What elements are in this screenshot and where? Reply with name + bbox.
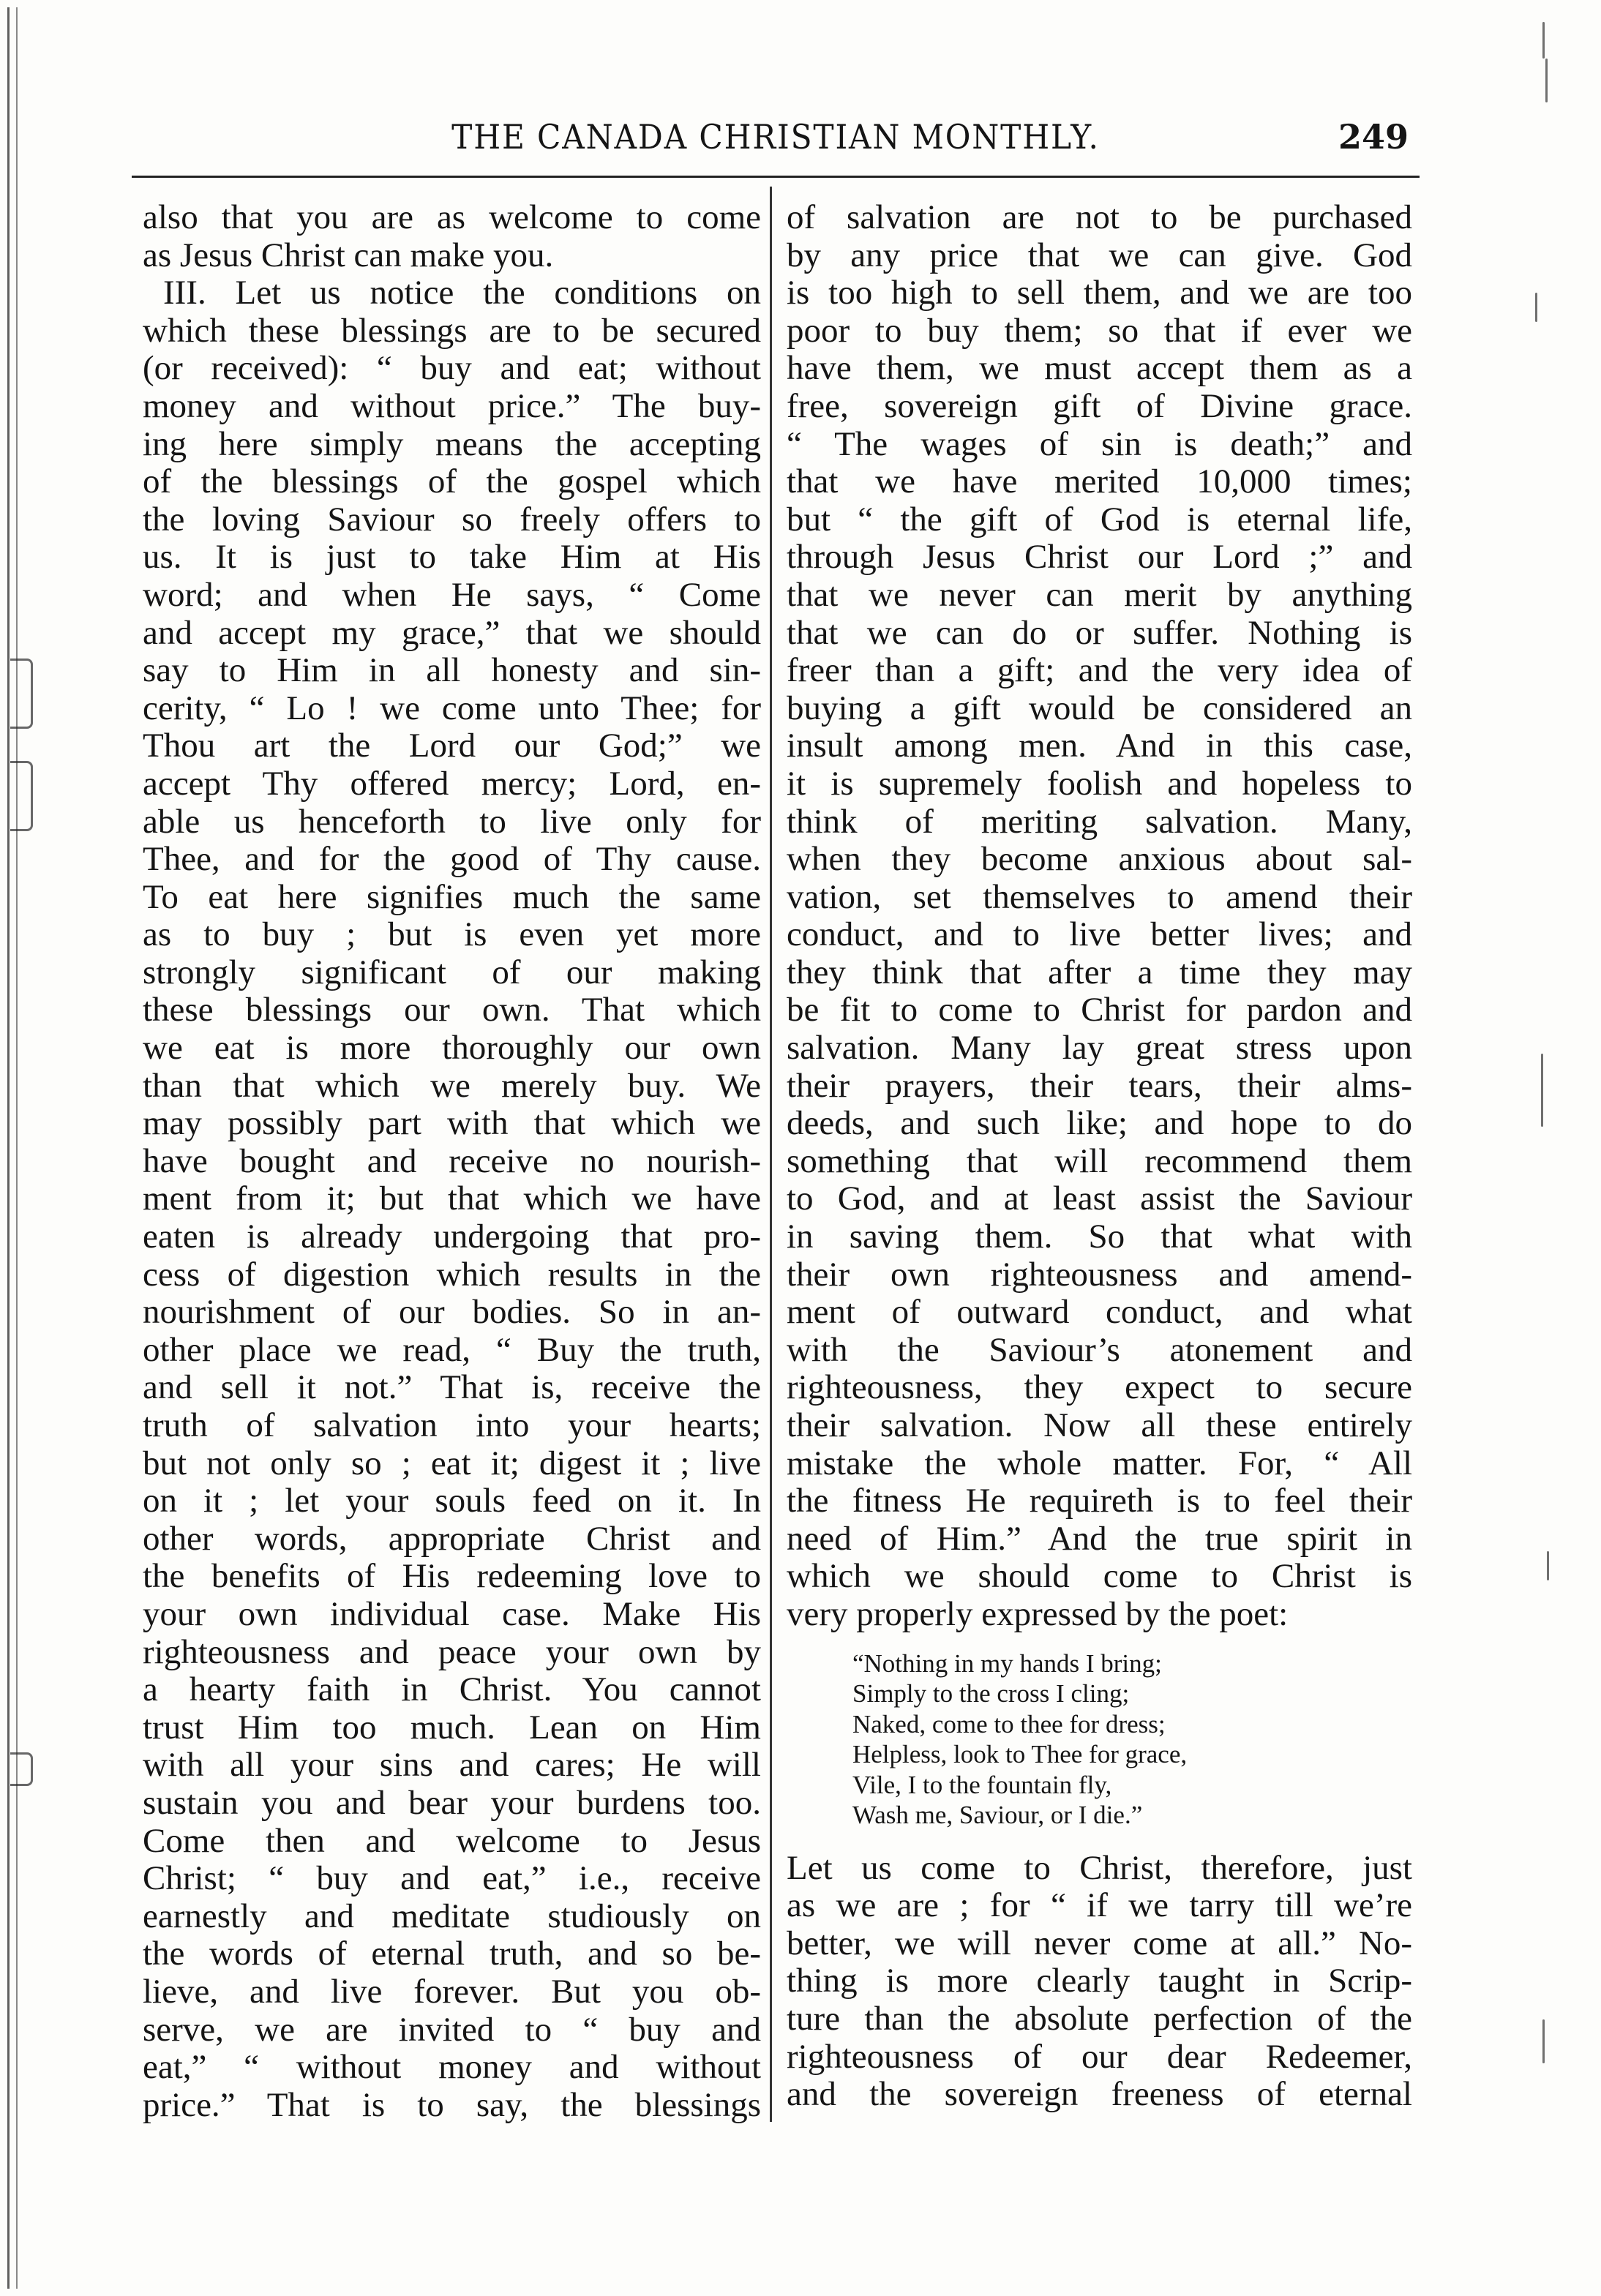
speck xyxy=(1535,293,1537,322)
text-line: when they become anxious about sal- xyxy=(787,840,1412,879)
text-line: as to buy ; but is even yet more xyxy=(143,915,761,954)
text-line: strongly significant of our making xyxy=(143,953,761,991)
text-line: have bought and receive no nourish- xyxy=(143,1141,761,1180)
text-line: able us henceforth to live only for xyxy=(143,802,761,841)
text-line: money and without price.” The buy- xyxy=(143,386,761,425)
text-line: as Jesus Christ can make you. xyxy=(143,236,554,274)
text-line: Christ; “ buy and eat,” i.e., receive xyxy=(143,1859,761,1898)
text-line: say to Him in all honesty and sin- xyxy=(143,651,761,690)
binding-line xyxy=(16,7,18,2289)
verse-line: Wash me, Saviour, or I die.” xyxy=(852,1801,1143,1830)
text-line: we eat is more thoroughly our own xyxy=(143,1029,761,1068)
text-line: but not only so ; eat it; digest it ; live xyxy=(143,1444,761,1482)
text-line: it is supremely foolish and hopeless to xyxy=(787,764,1412,803)
text-line: accept Thy offered mercy; Lord, en- xyxy=(143,764,761,803)
text-line: as we are ; for “ if we tarry till we’re xyxy=(787,1886,1412,1925)
page-number: 249 xyxy=(1338,117,1409,157)
text-line: to God, and at least assist the Saviour xyxy=(787,1179,1412,1218)
text-line: they think that after a time they may xyxy=(787,953,1412,991)
text-line: Let us come to Christ, therefore, just xyxy=(787,1848,1412,1887)
text-line: mistake the whole matter. For, “ All xyxy=(787,1444,1412,1482)
text-line: that we have merited 10,000 times; xyxy=(787,462,1412,501)
right-column-text-before-verse xyxy=(787,199,1412,1634)
speck xyxy=(1542,22,1545,59)
text-line: salvation. Many lay great stress upon xyxy=(787,1029,1412,1068)
text-line: may possibly part with that which we xyxy=(143,1104,761,1143)
text-line: ture than the absolute perfection of the xyxy=(787,1999,1412,2038)
text-line: than that which we merely buy. We xyxy=(143,1066,761,1105)
verse-line: Simply to the cross I cling; xyxy=(852,1679,1130,1708)
text-line: is too high to sell them, and we are too xyxy=(787,274,1412,312)
text-line: truth of salvation into your hearts; xyxy=(143,1406,761,1444)
text-line: a hearty faith in Christ. You cannot xyxy=(143,1670,761,1709)
text-line: better, we will never come at all.” No- xyxy=(787,1924,1412,1962)
text-line: with all your sins and cares; He will xyxy=(143,1746,761,1785)
text-line: in saving them. So that what with xyxy=(787,1218,1412,1256)
running-head: THE CANADA CHRISTIAN MONTHLY. xyxy=(451,117,1100,157)
page-header xyxy=(143,117,1409,168)
verse-line: Naked, come to thee for dress; xyxy=(852,1709,1166,1738)
text-line: To eat here signifies much the same xyxy=(143,877,761,916)
text-line: freer than a gift; and the very idea of xyxy=(787,651,1412,690)
binding-notch xyxy=(10,659,33,729)
text-line: of the blessings of the gospel which xyxy=(143,462,761,501)
text-line: your own individual case. Make His xyxy=(143,1594,761,1633)
text-line: need of Him.” And the true spirit in xyxy=(787,1519,1412,1558)
verse-line: “Nothing in my hands I bring; xyxy=(852,1648,1162,1678)
text-line: and accept my grace,” that we should xyxy=(143,613,761,652)
text-line: conduct, and to live better lives; and xyxy=(787,915,1412,954)
verse-line: Helpless, look to Thee for grace, xyxy=(852,1740,1188,1769)
text-line: their salvation. Now all these entirely xyxy=(787,1406,1412,1444)
binding-notch xyxy=(10,1752,33,1786)
text-line: vation, set themselves to amend their xyxy=(787,877,1412,916)
verse-line: Vile, I to the fountain fly, xyxy=(852,1770,1112,1799)
text-line: their own righteousness and amend- xyxy=(787,1255,1412,1294)
text-line: sustain you and bear your burdens too. xyxy=(143,1783,761,1822)
text-line: nourishment of our bodies. So in an- xyxy=(143,1293,761,1332)
text-line: cerity, “ Lo ! we come unto Thee; for xyxy=(143,689,761,727)
text-line: be fit to come to Christ for pardon and xyxy=(787,991,1412,1029)
binding-notch xyxy=(10,761,33,831)
text-line: III. Let us notice the conditions on xyxy=(163,274,761,312)
text-line: earnestly and meditate studiously on xyxy=(143,1897,761,1935)
text-line: of salvation are not to be purchased xyxy=(787,198,1412,236)
text-line: the fitness He requireth is to feel their xyxy=(787,1482,1412,1520)
text-line: which these blessings are to be secured xyxy=(143,311,761,350)
text-line: very properly expressed by the poet: xyxy=(787,1594,1289,1633)
poem-quotation xyxy=(852,1648,1412,1831)
left-column xyxy=(143,199,761,2124)
speck xyxy=(1542,2019,1545,2063)
right-column xyxy=(787,199,1412,2114)
text-line: with the Saviour’s atonement and xyxy=(787,1330,1412,1369)
text-line: also that you are as welcome to come xyxy=(143,198,761,236)
text-line: that we can do or suffer. Nothing is xyxy=(787,613,1412,652)
text-line: word; and when He says, “ Come xyxy=(143,575,761,614)
text-line: these blessings our own. That which xyxy=(143,991,761,1029)
text-line: ment of outward conduct, and what xyxy=(787,1293,1412,1332)
text-line: thing is more clearly taught in Scrip- xyxy=(787,1962,1412,2000)
text-line: on it ; let your souls feed on it. In xyxy=(143,1482,761,1520)
text-line: ing here simply means the accepting xyxy=(143,424,761,463)
text-line: but “ the gift of God is eternal life, xyxy=(787,500,1412,539)
text-line: other words, appropriate Christ and xyxy=(143,1519,761,1558)
text-line: think of meriting salvation. Many, xyxy=(787,802,1412,841)
text-line: Thou art the Lord our God;” we xyxy=(143,727,761,765)
text-line: price.” That is to say, the blessings xyxy=(143,2085,761,2124)
text-line: something that will recommend them xyxy=(787,1141,1412,1180)
text-line: that we never can merit by anything xyxy=(787,575,1412,614)
text-line: serve, we are invited to “ buy and xyxy=(143,2010,761,2049)
text-line: us. It is just to take Him at His xyxy=(143,538,761,577)
binding-line xyxy=(7,7,10,2289)
text-line: buying a gift would be considered an xyxy=(787,689,1412,727)
text-line: righteousness, they expect to secure xyxy=(787,1368,1412,1407)
text-line: righteousness of our dear Redeemer, xyxy=(787,2037,1412,2076)
text-line: (or received): “ buy and eat; without xyxy=(143,349,761,388)
text-line: free, sovereign gift of Divine grace. xyxy=(787,386,1412,425)
text-line: have them, we must accept them as a xyxy=(787,349,1412,388)
binding-edge xyxy=(0,0,44,2296)
text-line: poor to buy them; so that if ever we xyxy=(787,311,1412,350)
text-line: other place we read, “ Buy the truth, xyxy=(143,1330,761,1369)
text-line: through Jesus Christ our Lord ;” and xyxy=(787,538,1412,577)
text-line: ment from it; but that which we have xyxy=(143,1179,761,1218)
column-divider xyxy=(770,187,772,2122)
speck xyxy=(1547,1551,1549,1580)
right-column-text-after-verse xyxy=(787,1850,1412,2114)
text-line: and sell it not.” That is, receive the xyxy=(143,1368,761,1407)
speck xyxy=(1545,59,1548,102)
text-line: cess of digestion which results in the xyxy=(143,1255,761,1294)
text-line: lieve, and live forever. But you ob- xyxy=(143,1972,761,2011)
header-rule xyxy=(132,176,1420,178)
text-line: the loving Saviour so freely offers to xyxy=(143,500,761,539)
text-line: deeds, and such like; and hope to do xyxy=(787,1104,1412,1143)
text-line: the benefits of His redeeming love to xyxy=(143,1557,761,1596)
text-line: insult among men. And in this case, xyxy=(787,727,1412,765)
text-line: eat,” “ without money and without xyxy=(143,2048,761,2087)
text-line: which we should come to Christ is xyxy=(787,1557,1412,1596)
text-line: eaten is already undergoing that pro- xyxy=(143,1218,761,1256)
text-line: “ The wages of sin is death;” and xyxy=(787,424,1412,463)
page-edge-specks xyxy=(1513,0,1601,2296)
text-line: Come then and welcome to Jesus xyxy=(143,1821,761,1860)
text-line: and the sovereign freeness of eternal xyxy=(787,2075,1412,2114)
text-line: trust Him too much. Lean on Him xyxy=(143,1708,761,1747)
text-line: the words of eternal truth, and so be- xyxy=(143,1935,761,1973)
speck xyxy=(1541,1054,1543,1127)
text-line: their prayers, their tears, their alms- xyxy=(787,1066,1412,1105)
text-line: Thee, and for the good of Thy cause. xyxy=(143,840,761,879)
text-line: righteousness and peace your own by xyxy=(143,1632,761,1671)
text-line: by any price that we can give. God xyxy=(787,236,1412,274)
